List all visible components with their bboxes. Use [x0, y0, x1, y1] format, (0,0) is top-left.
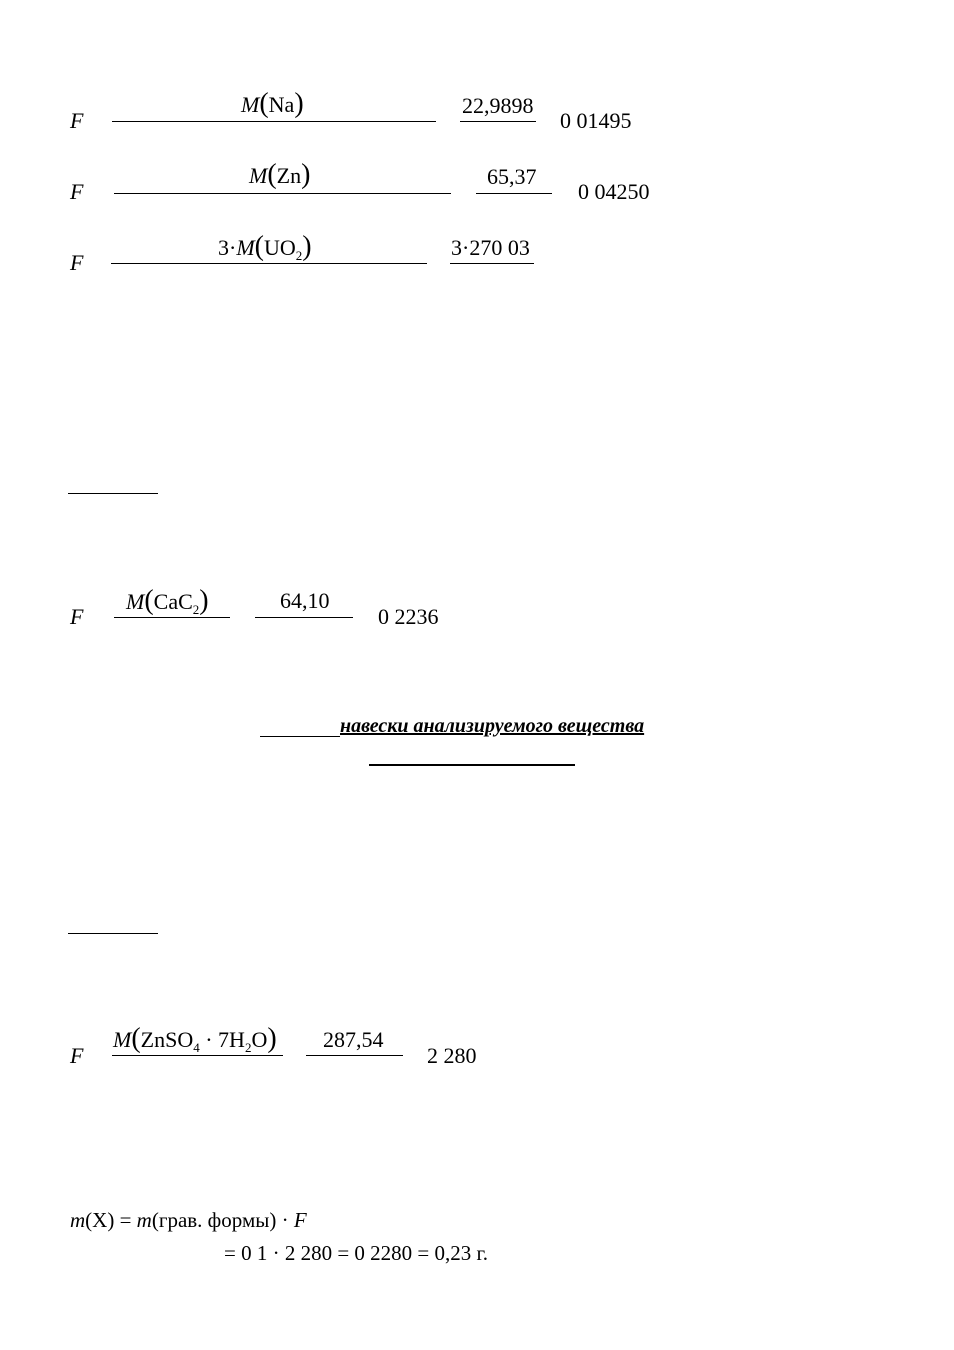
separator-line	[68, 493, 158, 494]
factor-symbol: F	[70, 179, 84, 204]
numerator: M ( Na )	[241, 88, 304, 119]
fraction-bar	[114, 617, 230, 618]
molar-mass: 287,54	[323, 1027, 384, 1052]
factor-symbol: F	[70, 604, 84, 629]
factor-symbol: F	[70, 1043, 84, 1068]
numerator: M ( Zn )	[249, 159, 311, 190]
fraction-bar	[255, 617, 353, 618]
factor-value: 0 01495	[560, 108, 632, 133]
fraction-bar	[460, 121, 536, 122]
fraction-bar	[450, 263, 534, 264]
mass-calculation: = 0 1 · 2 280 = 0 2280 = 0,23 г.	[224, 1241, 489, 1265]
mass-equation: m (X) = m (грав. формы) · F	[70, 1208, 307, 1232]
heading-underline-lead	[260, 736, 340, 737]
fraction-bar	[476, 193, 552, 194]
section-heading: навески анализируемого вещества	[340, 715, 645, 737]
factor-value: 0 2236	[378, 604, 439, 629]
fraction-bar	[111, 263, 427, 264]
molar-mass: 64,10	[280, 588, 330, 613]
numerator: M ( ZnSO 4 · 7H 2 O )	[113, 1023, 277, 1055]
factor-symbol: F	[70, 108, 84, 133]
numerator: 3· M ( UO 2 )	[218, 231, 312, 263]
factor-value: 0 04250	[578, 179, 650, 204]
fraction-bar	[306, 1055, 403, 1056]
factor-symbol: F	[70, 250, 84, 275]
numerator: M ( CaC 2 )	[126, 585, 209, 617]
fraction-bar	[112, 121, 436, 122]
molar-mass: 65,37	[487, 164, 537, 189]
molar-mass: 3·270 03	[451, 235, 530, 260]
separator-line	[68, 933, 158, 934]
factor-value: 2 280	[427, 1043, 477, 1068]
heading-rule	[369, 764, 575, 766]
molar-mass: 22,9898	[462, 93, 534, 118]
fraction-bar	[112, 1055, 283, 1056]
fraction-bar	[114, 193, 451, 194]
